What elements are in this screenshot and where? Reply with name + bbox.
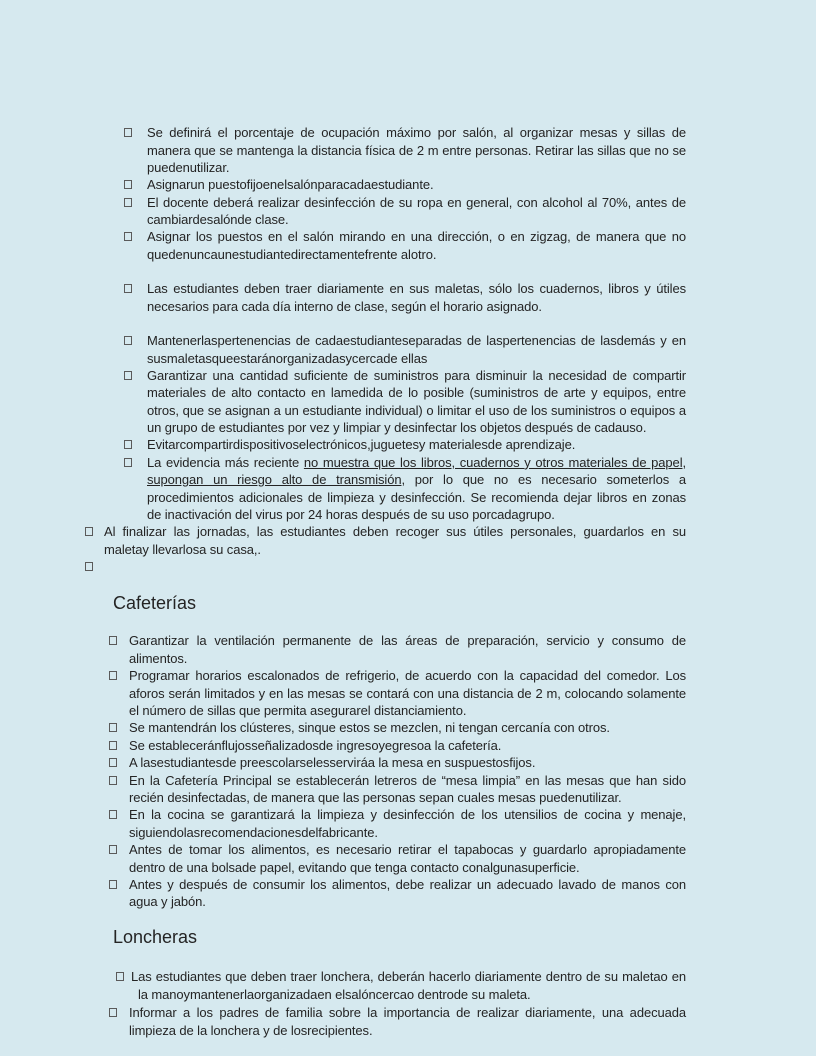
square-bullet-icon bbox=[85, 562, 93, 571]
list-item-text-end: , por lo que no es necesario someterlos a procedimientos adicionales de limpieza y desinfección. Se recomienda dejar libros en zonas de inactivación del virus por 24 horas después de su uso porcadagrupo. bbox=[147, 472, 687, 522]
list-item-text: A lasestudiantesde preescolarselesserviráa la mesa en suspuestosfijos. bbox=[129, 755, 536, 771]
list-item-text: En la cocina se garantizará la limpieza y desinfección de los utensilios de cocina y menaje, siguiendolasrecomendacionesdelfabricante. bbox=[129, 807, 686, 840]
square-bullet-icon bbox=[124, 198, 132, 207]
list-item bbox=[147, 124, 686, 176]
list-item bbox=[104, 523, 686, 558]
list-item-text: Antes y después de consumir los alimentos, debe realizar un adecuado lavado de manos con agua y jabón. bbox=[129, 876, 686, 910]
loncheras-list bbox=[0, 968, 816, 1040]
cafeterias-list bbox=[0, 632, 816, 911]
list-item bbox=[147, 280, 686, 315]
section-heading-cafeterias: Cafeterías bbox=[113, 593, 197, 613]
list-item bbox=[129, 772, 686, 807]
list-item-text: Programar horarios escalonados de refrigerio, de acuerdo con la capacidad del comedor. Los aforos serán limitados y en las mesas se contará con una distancia de 2 m, colocando solamente el número de sillas que permita asegurarel distanciamiento. bbox=[129, 668, 686, 718]
list-item-text: Al finalizar las jornadas, las estudiantes deben recoger sus útiles personales, guardarlos en su maletay llevarlosa su casa,. bbox=[104, 524, 686, 557]
square-bullet-icon bbox=[109, 1008, 117, 1017]
square-bullet-icon bbox=[109, 741, 117, 750]
list-item bbox=[147, 332, 686, 367]
list-item-text: Las estudiantes deben traer diariamente en sus maletas, sólo los cuadernos, libros y útiles necesarios para cada día interno de clase, según el horario asignado. bbox=[147, 281, 686, 314]
list-item bbox=[129, 1004, 686, 1040]
square-bullet-icon bbox=[116, 972, 124, 981]
list-item bbox=[129, 632, 686, 667]
list-item-text: Se definirá el porcentaje de ocupación máximo por salón, al organizar mesas y sillas de manera que se mantenga la distancia física de 2 m entre personas. Retirar las sillas que no se puedenutilizar. bbox=[147, 125, 686, 175]
square-bullet-icon bbox=[109, 880, 117, 889]
blank-line bbox=[0, 315, 816, 332]
list-item-text: Garantizar la ventilación permanente de las áreas de preparación, servicio y consumo de alimentos. bbox=[129, 633, 686, 666]
measures-list bbox=[0, 124, 816, 575]
list-item bbox=[147, 367, 686, 436]
list-item-text: Asignarun puestofijoenelsalónparacadaestudiante. bbox=[147, 177, 434, 193]
square-bullet-icon bbox=[85, 527, 93, 536]
list-item-text: En la Cafetería Principal se establecerán letreros de “mesa limpia” en las mesas que han sido recién desinfectadas, de manera que las personas sepan cuales mesas puedenutilizar. bbox=[129, 772, 686, 805]
list-item-text: Asignar los puestos en el salón mirando en una dirección, o en zigzag, de manera que no quedenuncaunestudiantedirectamentefrente alotro. bbox=[147, 229, 686, 262]
list-item-text: Se mantendrán los clústeres, sinque estos se mezclen, ni tengan cercanía con otros. bbox=[129, 720, 610, 736]
list-item-text: Garantizar una cantidad suficiente de suministros para disminuir la necesidad de compartir materiales de alto contacto en lamedida de lo posible (suministros de arte y equipos, entre otros, que se asignan a un estudiante individual) o limitar el uso de los suministros o equipos a un grupo de estudiantes por vez y limpiar y desinfectar los objetos después de cadauso. bbox=[147, 368, 686, 436]
square-bullet-icon bbox=[109, 723, 117, 732]
list-item-text: Evitarcompartirdispositivoselectrónicos,juguetesy materialesde aprendizaje. bbox=[147, 437, 576, 453]
section-heading-loncheras: Loncheras bbox=[113, 927, 198, 947]
underlined-text: no muestra que los libros, cuadernos y otros materiales de papel, supongan un riesgo alto de transmisión bbox=[147, 454, 686, 488]
square-bullet-icon bbox=[109, 810, 117, 819]
list-item bbox=[147, 228, 686, 263]
square-bullet-icon bbox=[124, 128, 132, 137]
list-item-text: Informar a los padres de familia sobre la importancia de realizar diariamente, una adecuada limpieza de la lonchera y de losrecipientes. bbox=[129, 1005, 686, 1038]
list-item bbox=[129, 719, 686, 736]
list-item bbox=[129, 754, 686, 771]
square-bullet-icon bbox=[109, 845, 117, 854]
list-item bbox=[129, 841, 686, 876]
list-item bbox=[129, 667, 686, 719]
square-bullet-icon bbox=[124, 440, 132, 449]
list-item-text-start: La evidencia más reciente bbox=[147, 454, 304, 470]
list-item bbox=[147, 454, 686, 523]
list-item bbox=[129, 737, 686, 754]
list-item bbox=[129, 876, 686, 911]
list-item bbox=[147, 194, 686, 229]
list-item-text: El docente deberá realizar desinfección de su ropa en general, con alcohol al 70%, antes de cambiardesalónde clase. bbox=[147, 194, 686, 228]
list-item-text: Antes de tomar los alimentos, es necesario retirar el tapabocas y guardarlo apropiadamente dentro de una bolsade papel, evitando que tenga contacto conalgunasuperficie. bbox=[129, 842, 686, 875]
square-bullet-icon bbox=[109, 636, 117, 645]
square-bullet-icon bbox=[109, 671, 117, 680]
square-bullet-icon bbox=[124, 232, 132, 241]
list-item-text: Mantenerlaspertenencias de cadaestudianteseparadas de laspertenencias de lasdemás y en susmaletasqueestaránorganizadasycercade ellas bbox=[147, 333, 686, 366]
square-bullet-icon bbox=[124, 458, 132, 467]
square-bullet-icon bbox=[124, 336, 132, 345]
blank-line bbox=[0, 263, 816, 280]
list-item-text: Las estudiantes que deben traer lonchera, deberán hacerlo diariamente dentro de su maletao en la manoymantenerlaorganizadaen elsalóncercao dentrode su maleta. bbox=[131, 969, 686, 1002]
list-item bbox=[129, 806, 686, 841]
square-bullet-icon bbox=[124, 284, 132, 293]
list-item-text: Se estableceránflujosseñalizadosde ingresoyegresoa la cafetería. bbox=[129, 737, 502, 753]
square-bullet-icon bbox=[109, 776, 117, 785]
square-bullet-icon bbox=[124, 180, 132, 189]
list-item bbox=[131, 968, 686, 1004]
square-bullet-icon bbox=[109, 758, 117, 767]
square-bullet-icon bbox=[124, 371, 132, 380]
list-item bbox=[147, 436, 686, 453]
list-item bbox=[147, 176, 686, 193]
empty-list-item bbox=[104, 558, 686, 575]
